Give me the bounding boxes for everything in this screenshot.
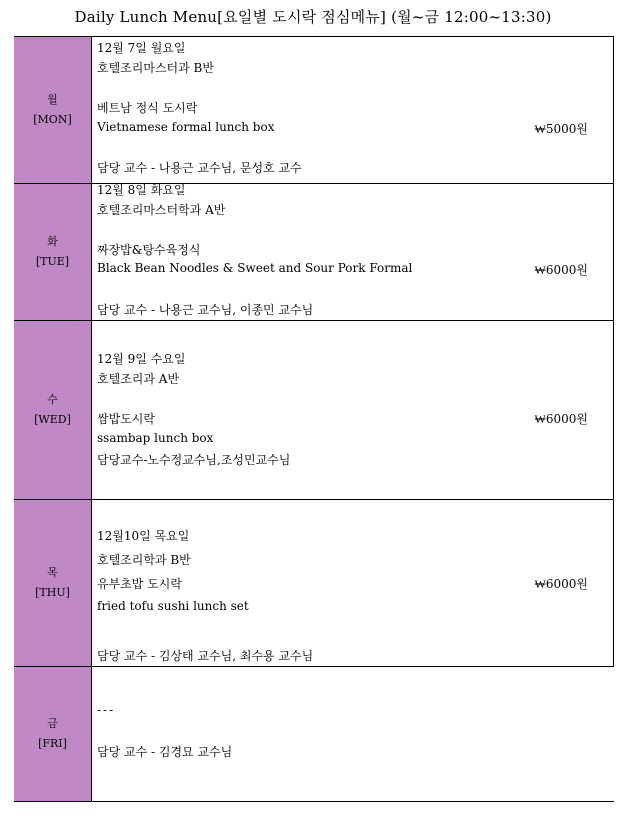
day-english: [WED] xyxy=(34,413,71,426)
menu-row-thu xyxy=(14,500,614,667)
menu-content-mon xyxy=(97,37,596,183)
menu-date: 12월 8일 화요일 xyxy=(97,183,186,197)
staff-line: 담당 교수 - 나용근 교수님, 이종민 교수님 xyxy=(97,303,314,317)
menu-english: Black Bean Noodles & Sweet and Sour Pork Formal xyxy=(97,261,413,275)
day-korean: 목 xyxy=(47,566,58,579)
menu-content-wed xyxy=(97,321,596,499)
column-divider xyxy=(613,500,614,666)
menu-english: fried tofu sushi lunch set xyxy=(97,599,249,613)
menu-korean: 유부초밥 도시락 xyxy=(97,577,182,591)
menu-korean: 쌈밥도시락 xyxy=(97,412,155,426)
menu-english: ssambap lunch box xyxy=(97,431,214,445)
column-divider xyxy=(613,37,614,183)
menu-row-fri xyxy=(14,667,614,801)
page-title: Daily Lunch Menu[요일별 도시락 점심메뉴] (월~금 12:00~13:30) xyxy=(74,8,552,26)
day-korean: 화 xyxy=(47,235,58,248)
day-english: [THU] xyxy=(35,586,70,599)
class-name: 호텔조리과 A반 xyxy=(97,372,180,386)
menu-date: 12월 7일 월요일 xyxy=(97,41,186,55)
menu-row-wed xyxy=(14,321,614,500)
empty-menu-placeholder: --- xyxy=(97,703,116,717)
day-cell-thu xyxy=(14,500,92,666)
staff-line: 담당 교수 - 나용근 교수님, 문성호 교수 xyxy=(97,161,302,175)
day-english: [TUE] xyxy=(35,255,70,268)
day-cell-wed xyxy=(14,321,92,499)
class-name: 호텔조리학과 B반 xyxy=(97,553,191,567)
day-korean: 수 xyxy=(47,393,58,406)
menu-date: 12월 9일 수요일 xyxy=(97,352,186,366)
menu-price: ₩6000원 xyxy=(534,577,588,591)
menu-content-tue xyxy=(97,184,596,320)
menu-price: ₩6000원 xyxy=(534,263,588,277)
menu-korean: 짜장밥&탕수육정식 xyxy=(97,243,201,257)
staff-line: 담당 교수 - 김상태 교수님, 최수용 교수님 xyxy=(97,649,314,663)
day-cell-fri xyxy=(14,667,92,801)
menu-content-fri xyxy=(97,667,596,801)
column-divider xyxy=(613,184,614,320)
column-divider xyxy=(613,321,614,499)
day-korean: 금 xyxy=(47,717,58,730)
class-name: 호텔조리마스터학과 A반 xyxy=(97,203,226,217)
day-cell-mon xyxy=(14,37,92,183)
day-english: [FRI] xyxy=(38,737,67,750)
menu-date: 12월10일 목요일 xyxy=(97,529,190,543)
lunch-menu-table xyxy=(14,36,614,802)
menu-row-mon xyxy=(14,37,614,184)
menu-korean: 베트남 정식 도시락 xyxy=(97,101,198,115)
menu-row-tue xyxy=(14,184,614,321)
day-english: [MON] xyxy=(33,113,72,126)
menu-english: Vietnamese formal lunch box xyxy=(97,120,275,134)
menu-content-thu xyxy=(97,500,596,666)
staff-line: 담당 교수 - 김경묘 교수님 xyxy=(97,745,233,759)
day-korean: 월 xyxy=(47,93,58,106)
day-cell-tue xyxy=(14,184,92,320)
staff-line: 담당교수-노수정교수님,조성민교수님 xyxy=(97,453,291,467)
class-name: 호텔조리마스터과 B반 xyxy=(97,61,214,75)
menu-price: ₩5000원 xyxy=(534,122,588,136)
menu-price: ₩6000원 xyxy=(534,412,588,426)
